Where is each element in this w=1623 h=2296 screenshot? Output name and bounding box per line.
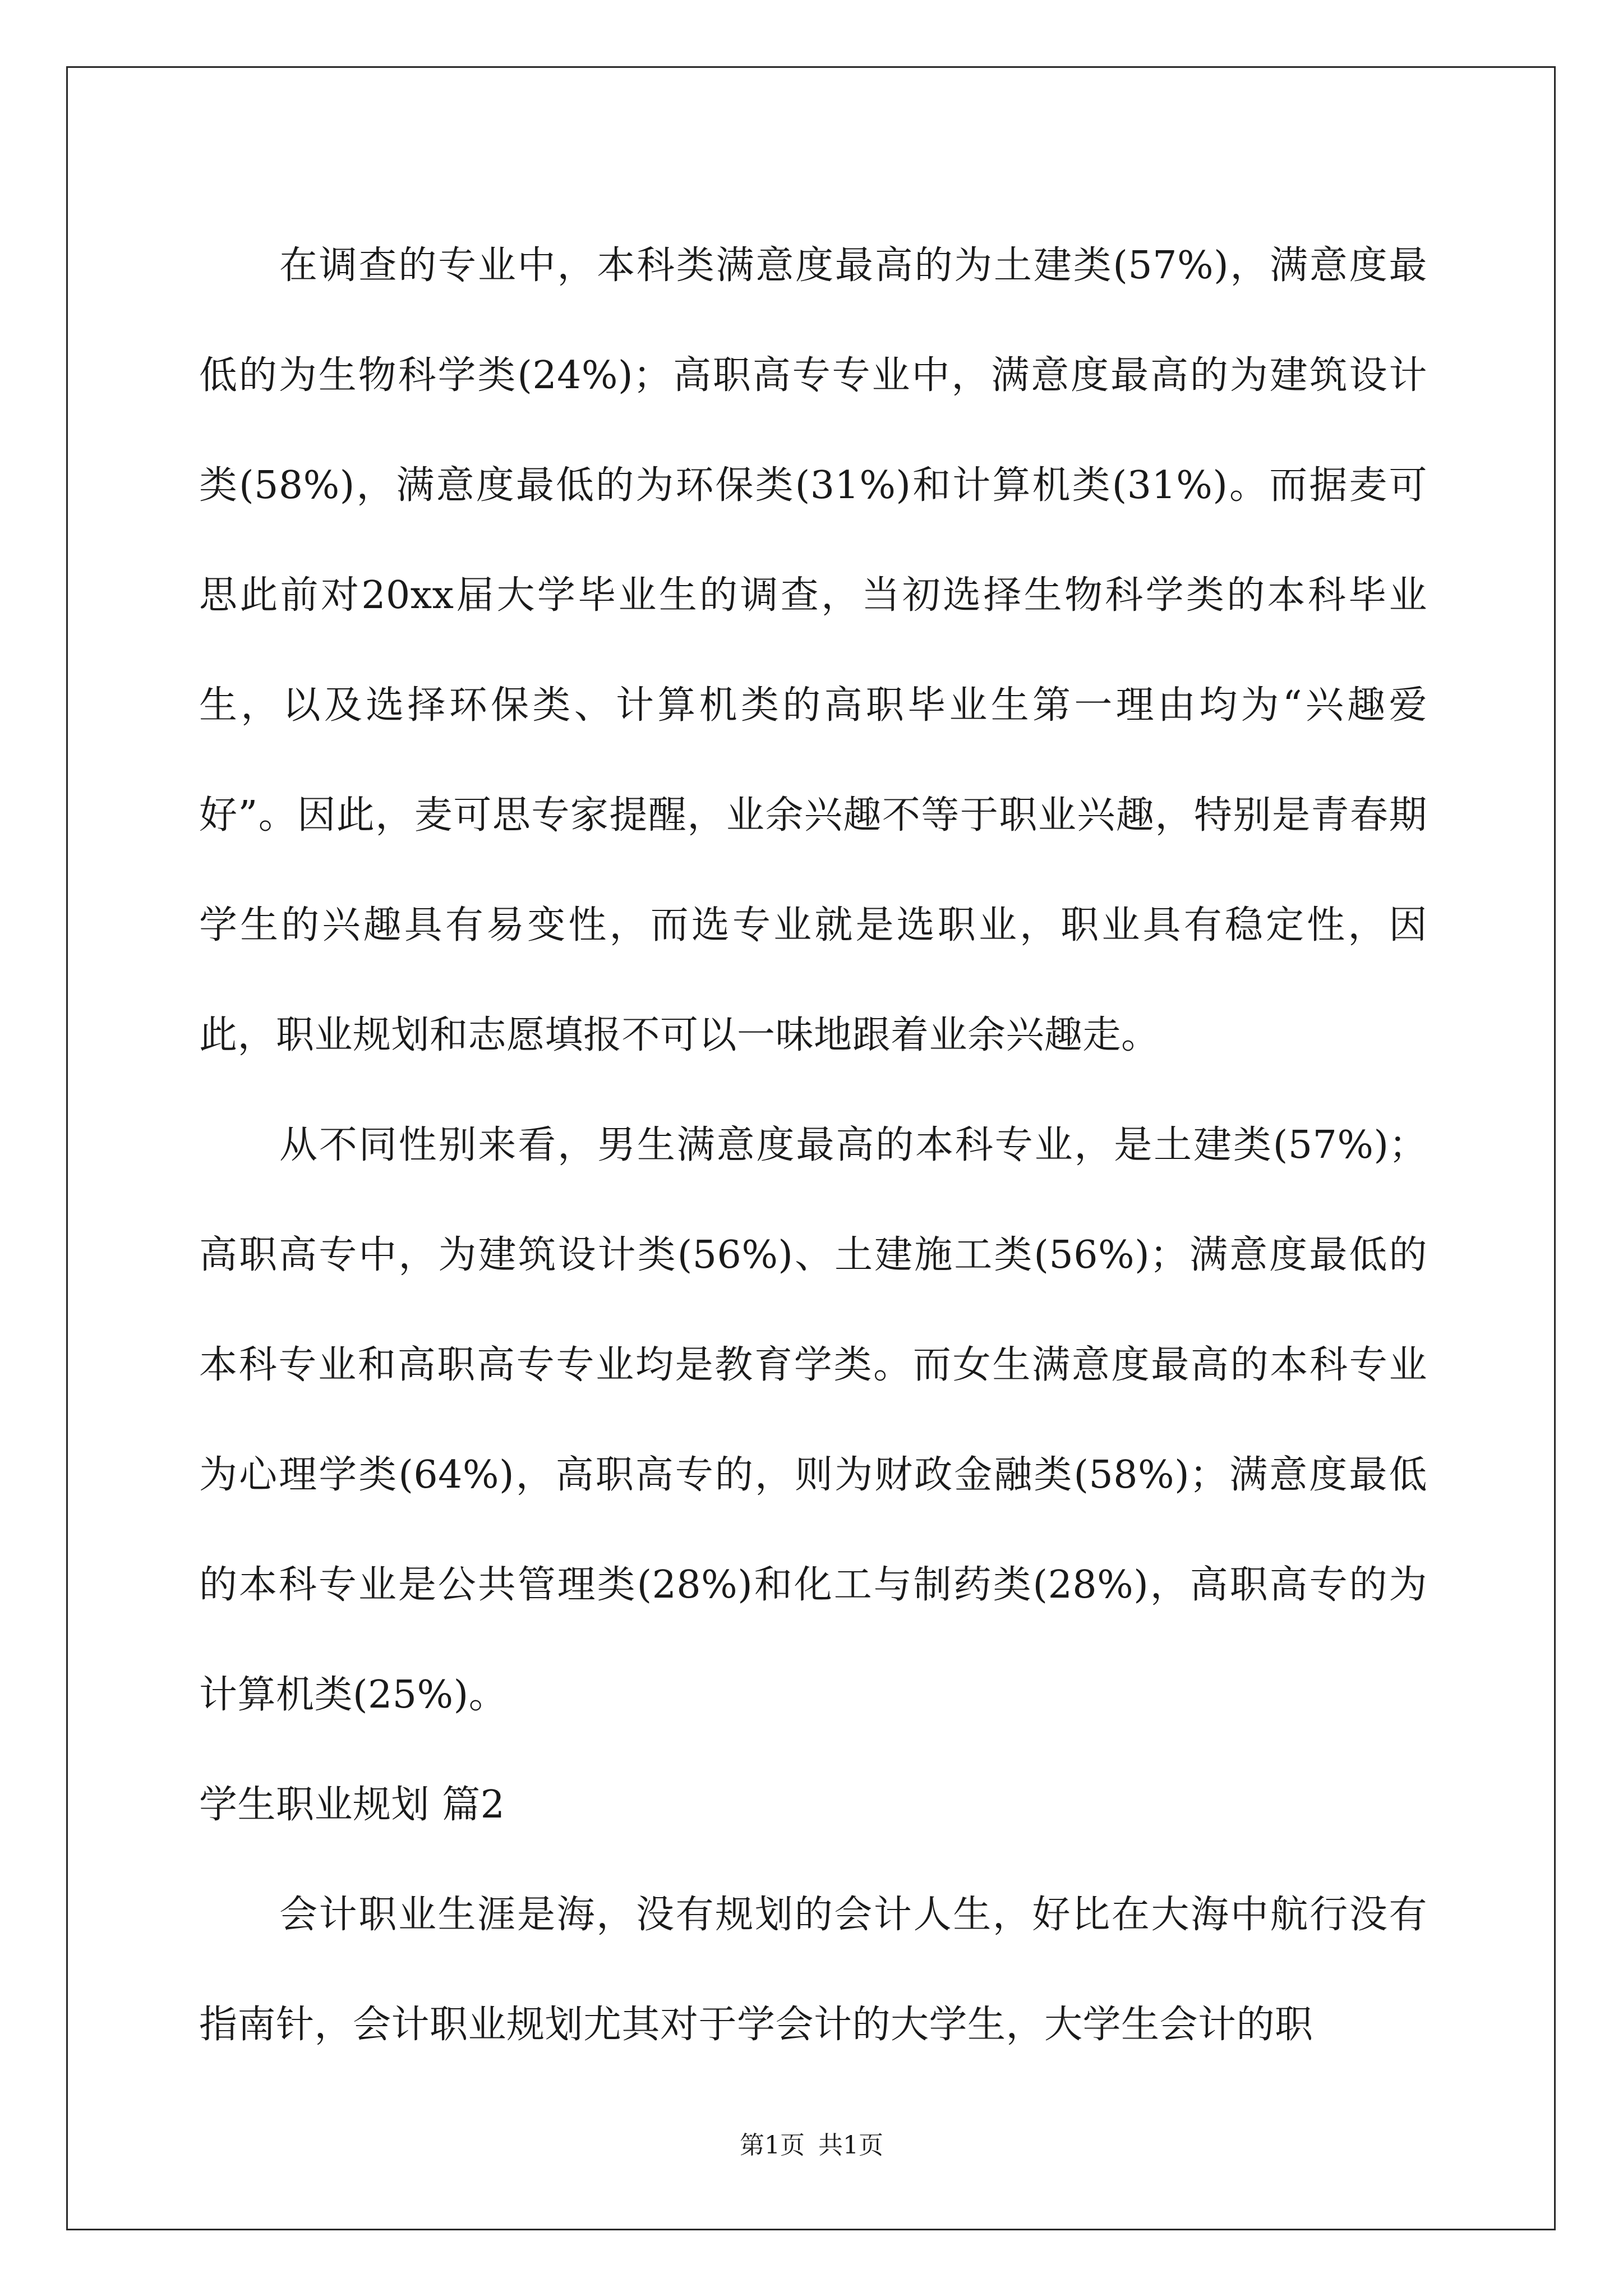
document-body [199, 211, 1427, 2080]
paragraph-accounting-career: 会计职业生涯是海，没有规划的会计人生，好比在大海中航行没有指南针，会计职业规划尤其对于学会计的大学生，大学生会计的职 [199, 1893, 1427, 2047]
page-footer: 第1页 共1页 [740, 2131, 883, 2160]
paragraph-gender-satisfaction: 从不同性别来看，男生满意度最高的本科专业，是土建类(57%)；高职高专中，为建筑设计类(56%)、土建施工类(56%)；满意度最低的本科专业和高职高专专业均是教育学类。而女生满意度最高的本科专业为心理学类(64%)，高职高专的，则为财政金融类(58%)；满意度最低的本科专业是公共管理类(28%)和化工与制药类(28%)，高职高专的为计算机类(25%)。 [199, 1123, 1427, 1717]
paragraph-major-satisfaction: 在调查的专业中，本科类满意度最高的为土建类(57%)，满意度最低的为生物科学类(24%)；高职高专专业中，满意度最高的为建筑设计类(58%)，满意度最低的为环保类(31%)和计算机类(31%)。而据麦可思此前对20xx届大学毕业生的调查，当初选择生物科学类的本科毕业生，以及选择环保类、计算机类的高职毕业生第一理由均为“兴趣爱好”。因此，麦可思专家提醒，业余兴趣不等于职业兴趣，特别是青春期学生的兴趣具有易变性，而选专业就是选职业，职业具有稳定性，因此，职业规划和志愿填报不可以一味地跟着业余兴趣走。 [199, 243, 1427, 1057]
section-heading: 学生职业规划 篇2 [199, 1783, 505, 1827]
